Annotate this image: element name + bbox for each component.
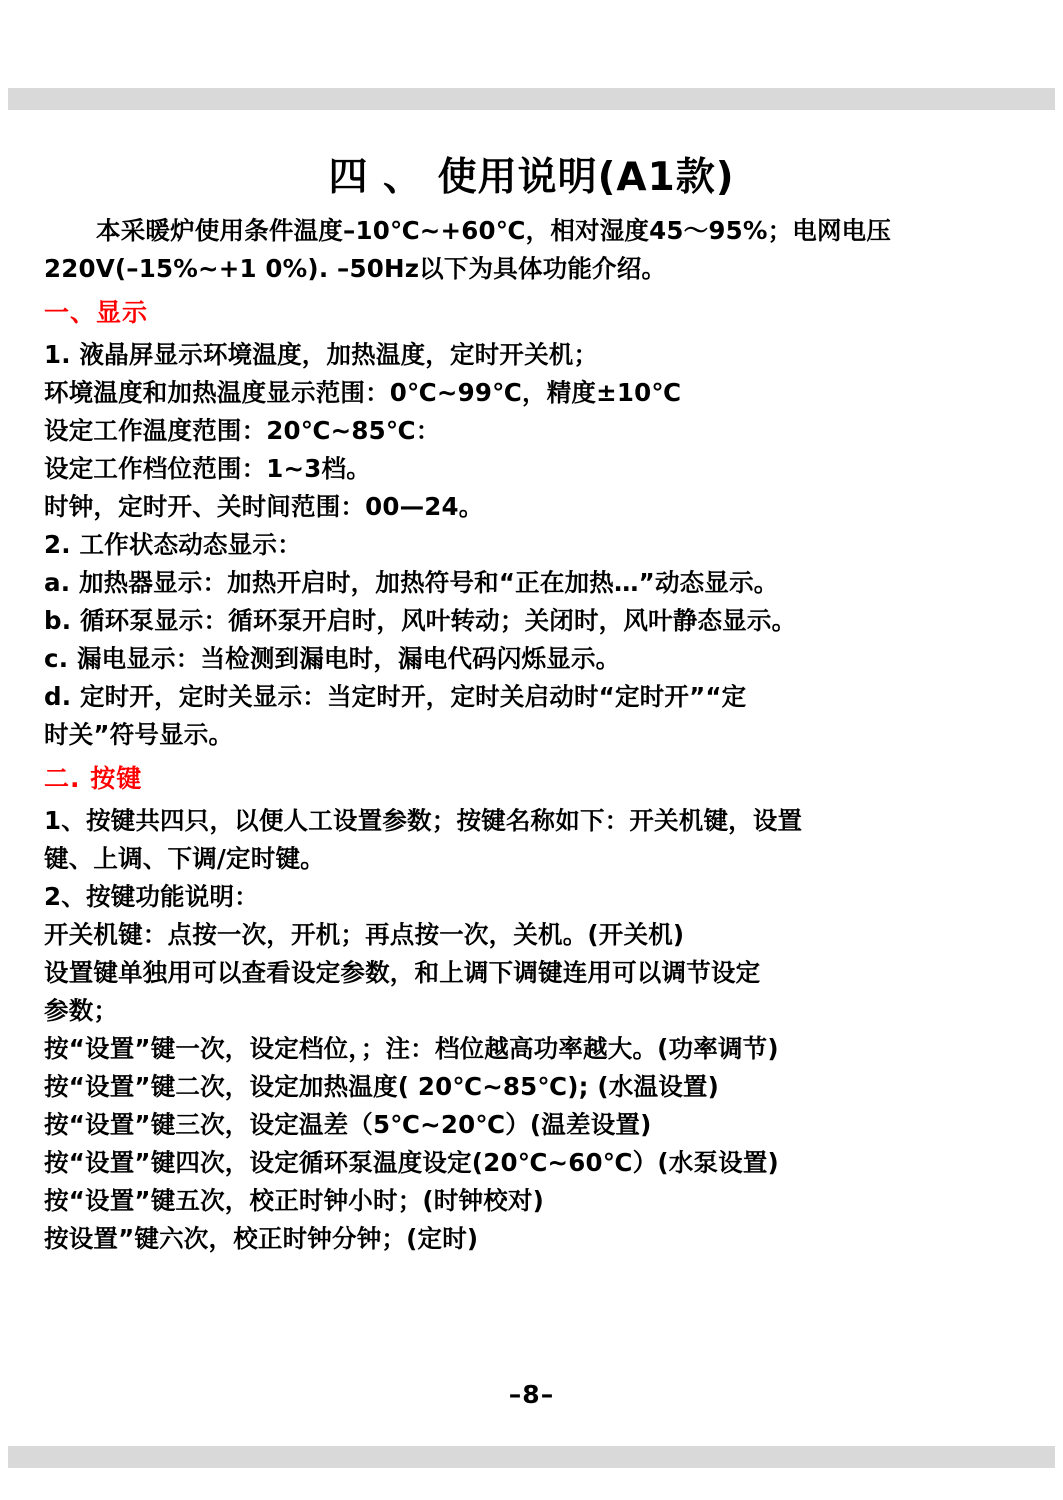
section-heading-buttons: 二. 按键 [44, 764, 143, 793]
footer-rule [8, 1446, 1055, 1468]
buttons-press-1: 按“设置”键一次，设定档位，；注：档位越高功率越大。(功率调节) [44, 1034, 779, 1063]
display-item-2a: a. 加热器显示：加热开启时，加热符号和“正在加热…”动态显示。 [44, 568, 779, 597]
buttons-item-1: 1、按键共四只，以便人工设置参数；按键名称如下：开关机键，设置 [44, 806, 803, 835]
buttons-power-key: 开关机键：点按一次，开机；再点按一次，关机。(开关机) [44, 920, 685, 949]
display-item-2b: b. 循环泵显示：循环泵开启时，风叶转动；关闭时，风叶静态显示。 [44, 606, 797, 635]
display-item-2d-cont: 时关”符号显示。 [44, 720, 234, 749]
display-item-1a: 环境温度和加热温度显示范围：0℃~99℃，精度±10℃ [44, 378, 682, 407]
buttons-press-2: 按“设置”键二次，设定加热温度( 20℃~85℃); (水温设置) [44, 1072, 720, 1101]
display-item-1c: 设定工作档位范围：1~3档。 [44, 454, 371, 483]
buttons-set-key-desc: 设置键单独用可以查看设定参数，和上调下调键连用可以调节设定 [44, 958, 761, 987]
buttons-press-4: 按“设置”键四次，设定循环泵温度设定(20℃~60℃）(水泵设置) [44, 1148, 779, 1177]
display-item-2: 2. 工作状态动态显示： [44, 530, 302, 559]
intro-paragraph [44, 212, 1019, 288]
page-title: 四 、 使用说明(A1款) [328, 155, 735, 200]
buttons-set-key-desc-cont: 参数； [44, 996, 119, 1025]
header-rule [8, 88, 1055, 110]
display-item-2c: c. 漏电显示：当检测到漏电时，漏电代码闪烁显示。 [44, 644, 621, 673]
buttons-item-1-cont: 键、上调、下调/定时键。 [44, 844, 325, 873]
display-item-1b: 设定工作温度范围：20℃~85℃： [44, 416, 441, 445]
buttons-press-5: 按“设置”键五次，校正时钟小时；(时钟校对) [44, 1186, 544, 1215]
page-number: –8– [508, 1380, 555, 1409]
buttons-item-2: 2、按键功能说明： [44, 882, 259, 911]
display-item-2d: d. 定时开，定时关显示：当定时开，定时关启动时“定时开”“定 [44, 682, 747, 711]
display-item-1d: 时钟，定时开、关时间范围：00—24。 [44, 492, 484, 521]
display-item-1: 1. 液晶屏显示环境温度，加热温度，定时开关机； [44, 340, 599, 369]
intro-line-2: 220V(–15%~+1 0%). –50Hz以下为具体功能介绍。 [44, 254, 667, 283]
buttons-press-6: 按设置”键六次，校正时钟分钟；(定时) [44, 1224, 479, 1253]
buttons-press-3: 按“设置”键三次，设定温差（5℃~20℃）(温差设置) [44, 1110, 652, 1139]
page-content [44, 128, 1019, 1258]
section-heading-display: 一、显示 [44, 298, 149, 327]
intro-line-1: 本采暖炉使用条件温度–10℃~+60℃，相对湿度45～95%；电网电压 [96, 216, 892, 245]
